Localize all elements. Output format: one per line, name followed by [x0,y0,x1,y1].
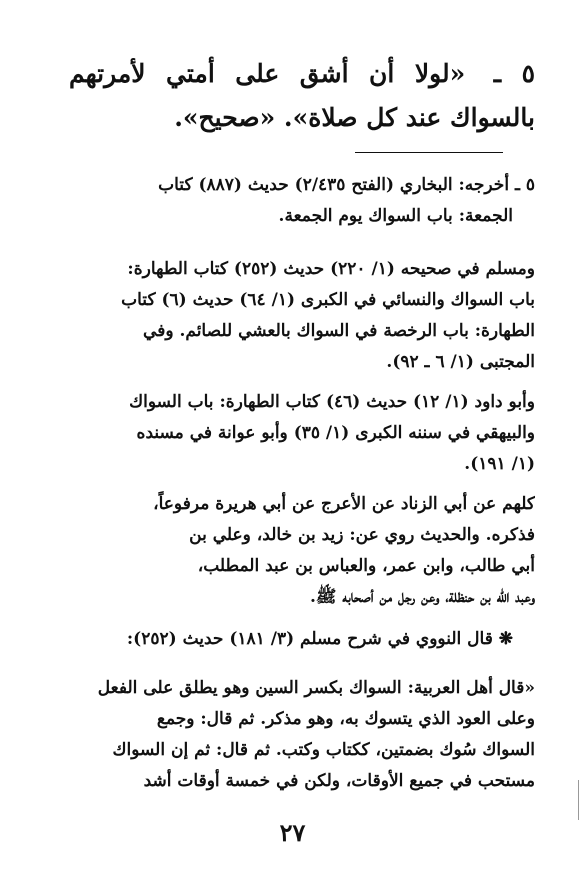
footnote-line: «قال أهل العربية: السواك بكسر السين وهو يطلق على الفعل [97,678,535,698]
footnote-line: ٥ ـ أخرجه: البخاري (الفتح ٢/٤٣٥) حديث (٨٨٧) كتاب [158,175,535,195]
footnote-line: وأبو داود (١/ ١٢) حديث (٤٦) كتاب الطهارة: باب السواك [129,392,535,412]
page-number: ٢٧ [279,818,306,847]
footnote-line: والبيهقي في سننه الكبرى (١/ ٣٥) وأبو عوانة في مسنده [136,423,535,443]
hadith-text-block [69,52,535,140]
footnote-divider [355,152,503,153]
footnote-line: وعلى العود الذي يتسوك به، وهو مذكر. ثم قال: وجمع [156,709,535,729]
footnote-line: أبي طالب، وابن عمر، والعباس بن عبد المطلب، [197,556,535,576]
footnote-line: مستحب في جميع الأوقات، ولكن في خمسة أوقات أشد [143,771,535,791]
footnote-line: ومسلم في صحيحه (١/ ٢٢٠) حديث (٢٥٢) كتاب الطهارة: [127,259,535,279]
footnote-line: وعبد الله بن حنظلة، وعن رجل من أصحابه ﷺ. [310,587,535,607]
footnote-line: كلهم عن أبي الزناد عن الأعرج عن أبي هريرة مرفوعاً، [153,494,535,514]
page-edge-mark [578,780,579,820]
footnote-takhrij [69,170,535,232]
footnote-abudawud [69,387,535,480]
footnote-line: الطهارة: باب الرخصة في السواك بالعشي للصائم. وفي [143,321,535,341]
footnote-line: فذكره. والحديث روي عن: زيد بن خالد، وعلي بن [189,525,535,545]
footnote-muslim [69,254,535,378]
footnote-chains [69,489,535,613]
footnote-line: السواك سُوك بضمتين، ككتاب وكتب. ثم قال: ثم إن السواك [112,740,535,760]
hadith-number: ٥ ـ [493,59,535,88]
footnote-nawawi-heading [69,624,535,655]
footnote-line: الجمعة: باب السواك يوم الجمعة. [278,206,513,226]
footnote-line: باب السواك والنسائي في الكبرى (١/ ٦٤) حديث (٦) كتاب [121,290,535,310]
nawawi-heading-text: ❋ قال النووي في شرح مسلم (٣/ ١٨١) حديث (٢٥٢): [126,629,513,649]
footnote-line: المجتبى (١/ ٦ ـ ٩٢). [386,352,535,372]
footnote-line: (١/ ١٩١). [464,454,535,474]
hadith-text: «لولا أن أشق على أمتي لأمرتهم بالسواك عند كل صلاة». «صحيح». [69,59,535,132]
footnote-nawawi-quote [69,673,535,797]
